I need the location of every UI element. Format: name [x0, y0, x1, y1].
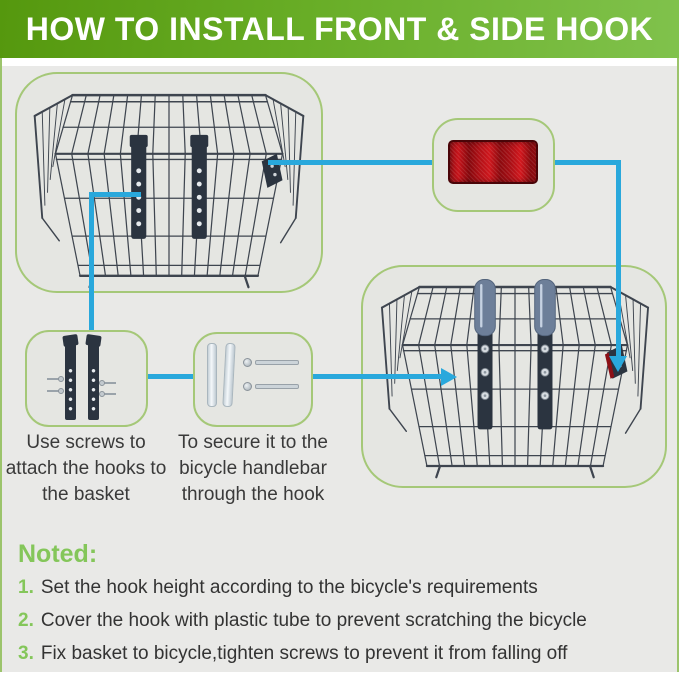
notes-list [18, 577, 587, 676]
note-number: 2. [18, 610, 34, 631]
note-number: 1. [18, 577, 34, 598]
screw-nut-icon [243, 358, 252, 367]
screw-icon [103, 382, 116, 384]
connector-hooks-to-tubes [148, 374, 193, 379]
page-title: HOW TO INSTALL FRONT & SIDE HOOK [25, 10, 654, 47]
panel-reflector [432, 118, 555, 212]
connector-basket-to-reflector [268, 160, 432, 165]
strap-holes [88, 366, 99, 414]
header-banner [0, 0, 679, 58]
note-item [18, 577, 587, 599]
wire-basket-illustration [25, 80, 313, 290]
hook-strap-icon [65, 338, 76, 420]
caption-attach-hooks: Use screws to attach the hooks to the basket [5, 432, 167, 505]
connector-down-shaft [616, 160, 621, 356]
reflector-image [448, 140, 538, 184]
note-item [18, 643, 587, 665]
caption-secure-handlebar: To secure it to the bicycle handlebar through the hook [178, 432, 328, 505]
note-item [18, 610, 587, 632]
note-text: Fix basket to bicycle,tighten screws to prevent it from falling off [40, 643, 568, 664]
note-text: Cover the hook with plastic tube to prevent scratching the bicycle [40, 610, 587, 631]
plastic-tube-icon [207, 343, 217, 407]
note-text: Set the hook height according to the bicycle's requirements [40, 577, 538, 598]
strap-holes [65, 366, 76, 414]
panel-hook-kit [25, 330, 148, 427]
connector-bracket-elbow-horizontal [89, 192, 141, 197]
plastic-tube-icon [222, 343, 235, 407]
left-green-rail [0, 58, 2, 672]
hook-strap-cap [62, 334, 78, 347]
screw-shaft-icon [255, 384, 299, 389]
hook-strap-cap [85, 334, 101, 347]
screw-icon [103, 393, 116, 395]
panel-tube-kit [193, 332, 313, 427]
screw-icon [47, 390, 60, 392]
connector-tubes-to-basket [313, 374, 443, 379]
screw-icon [47, 378, 60, 380]
note-number: 3. [18, 643, 34, 664]
screw-nut-icon [243, 382, 252, 391]
arrow-right-icon [441, 368, 457, 386]
arrow-down-icon [609, 356, 627, 372]
connector-reflector-right [555, 160, 620, 165]
hook-strap-icon [88, 338, 99, 420]
notes-title: Noted: [18, 540, 98, 568]
connector-bracket-elbow-vertical [89, 192, 94, 330]
screw-shaft-icon [255, 360, 299, 365]
